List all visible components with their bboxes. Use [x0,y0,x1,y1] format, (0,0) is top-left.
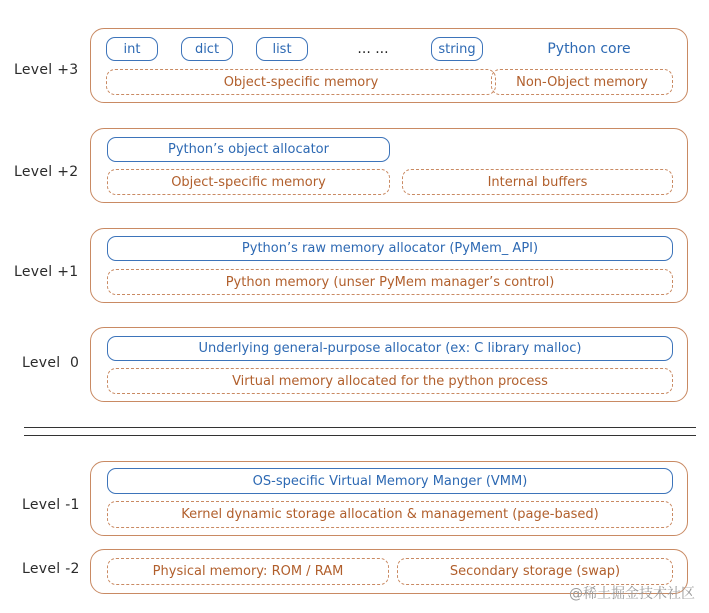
level-plus2-panel [90,128,688,203]
level-minus1-label: Level -1 [22,497,80,513]
secondary-storage-box: Secondary storage (swap) [397,558,673,585]
physical-memory-box: Physical memory: ROM / RAM [107,558,389,585]
internal-buffers-box: Internal buffers [402,169,673,195]
python-memory-box: Python memory (unser PyMem manager’s control) [107,269,673,295]
watermark-text: @稀土掘金技术社区 [569,586,695,602]
level-minus1-panel [90,461,688,536]
level-plus1-panel [90,228,688,303]
level-plus3-label: Level +3 [14,62,79,78]
kernel-storage-box: Kernel dynamic storage allocation & management (page-based) [107,501,673,528]
level-plus1-label: Level +1 [14,264,79,280]
pill-dict: dict [181,37,233,61]
separator-line-bottom [24,435,696,436]
pill-string: string [431,37,483,61]
vmm-box: OS-specific Virtual Memory Manger (VMM) [107,468,673,494]
pill-int: int [106,37,158,61]
object-specific-memory-box: Object-specific memory [106,69,496,95]
level-plus3-panel [90,28,688,103]
level-minus2-label: Level -2 [22,561,80,577]
level-plus2-label: Level +2 [14,164,79,180]
object-specific-memory-box: Object-specific memory [107,169,390,195]
non-object-memory-box: Non-Object memory [491,69,673,95]
object-allocator-box: Python’s object allocator [107,137,390,162]
separator-line-top [24,427,696,428]
python-core-label: Python core [547,41,631,57]
pill-list: list [256,37,308,61]
general-purpose-allocator-box: Underlying general-purpose allocator (ex: C library malloc) [107,336,673,361]
level-0-panel [90,327,688,402]
virtual-memory-box: Virtual memory allocated for the python process [107,368,673,394]
raw-memory-allocator-box: Python’s raw memory allocator (PyMem_ API) [107,236,673,261]
level-0-label: Level 0 [22,355,80,371]
ellipsis-text: ... ... [357,41,389,57]
